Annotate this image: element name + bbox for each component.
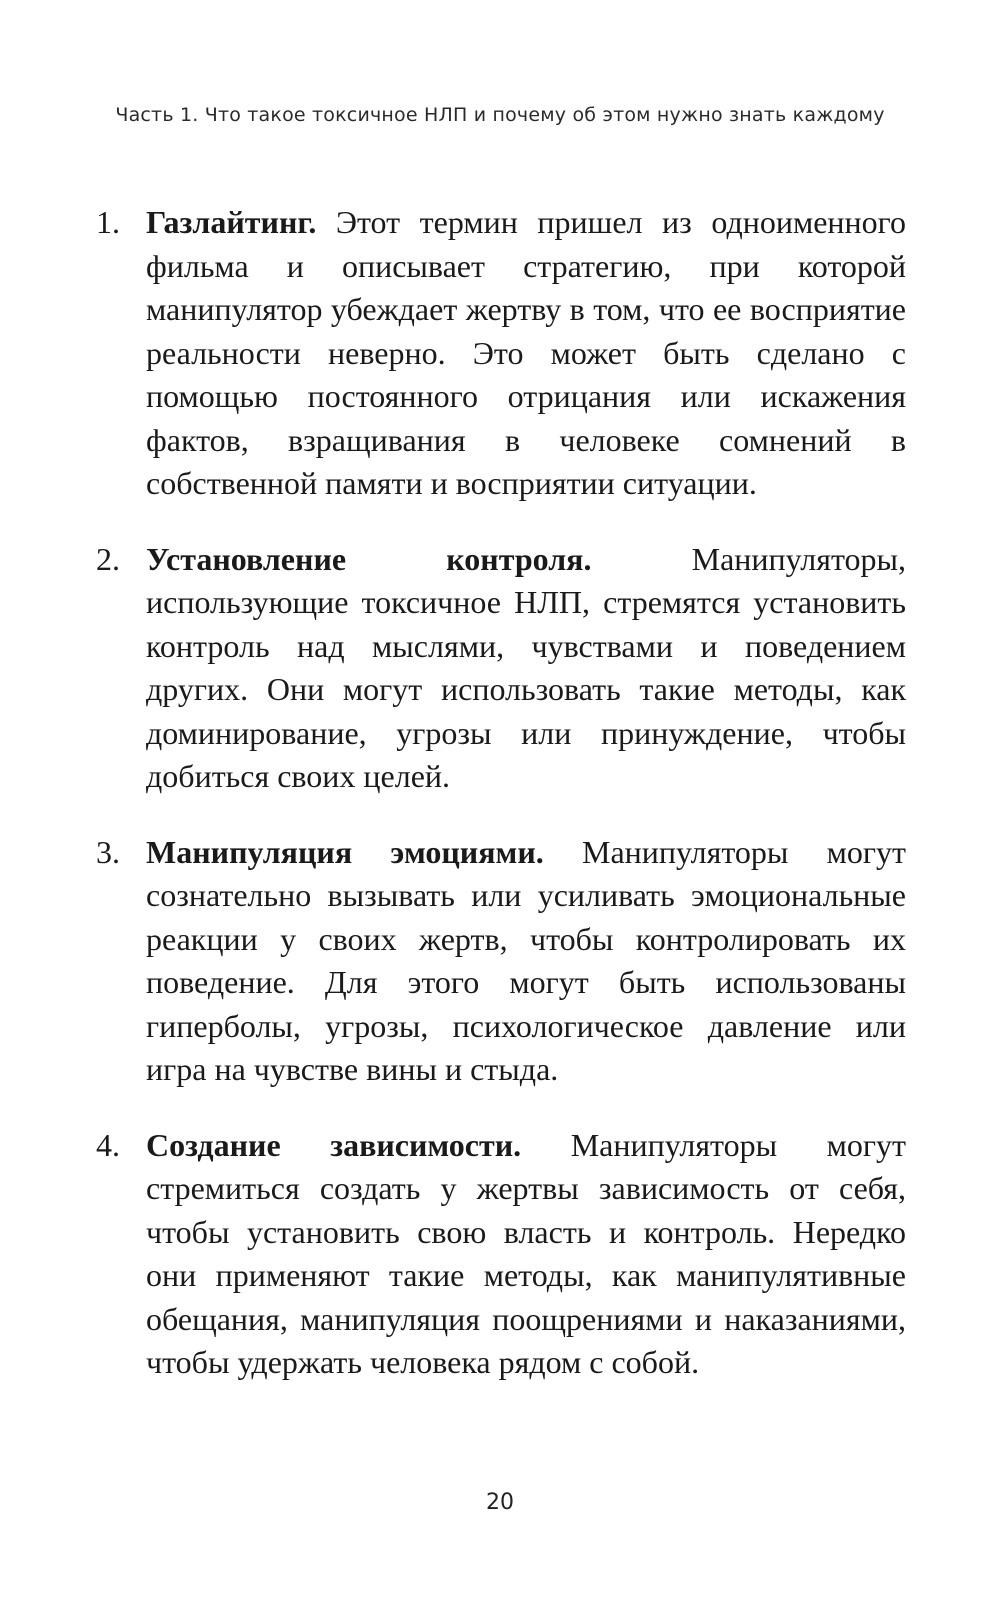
list-item-text: Манипуляторы, использующие токсичное НЛП, стремятся установить контроль над мыслями, чувствами и поведением других. Они могут использовать такие методы, как доминирование, угрозы или принуждение, чтобы добиться своих целей. <box>146 540 906 794</box>
list-item-term: Газлайтинг. <box>146 204 317 240</box>
list-item-number: 2. <box>96 540 120 577</box>
list-item <box>96 201 906 506</box>
list-item-text: Манипуляторы могут сознательно вызывать или усиливать эмоциональные реакции у своих жертв, чтобы контролировать их поведение. Для этого могут быть использованы гиперболы, угрозы, психологическое давление или игра на чувстве вины и стыда. <box>146 833 906 1087</box>
list-item-number: 3. <box>96 833 120 870</box>
running-header: Часть 1. Что такое токсичное НЛП и почему об этом нужно знать каждому <box>115 104 885 126</box>
list-item-term: Установление контроля. <box>146 540 592 577</box>
list-item-text: Манипуляторы могут стремиться создать у жертвы зависимость от себя, чтобы установить свою власть и контроль. Нередко они применяют такие методы, как манипулятивные обещания, манипуляция поощрениями и наказаниями, чтобы удержать человека рядом с собой. <box>146 1126 907 1380</box>
list-item-text: Этот термин пришел из одноименного фильма и описывает стратегию, при которой манипулятор убеждает жертву в том, что ее восприятие реальности неверно. Это может быть сделано с помощью постоянного отрицания или искажения фактов, взращивания в человеке сомнений в собственной памяти и восприятии ситуации. <box>146 204 906 501</box>
list-item-term: Манипуляция эмоциями. <box>146 833 544 870</box>
list-item <box>96 538 906 799</box>
page-number: 20 <box>486 1490 514 1515</box>
list-item <box>96 1124 906 1385</box>
list-item-term: Создание зависимости. <box>146 1126 522 1163</box>
list-item-number: 4. <box>96 1126 120 1163</box>
list-item <box>96 831 906 1092</box>
numbered-list <box>96 201 906 1417</box>
list-item-number: 1. <box>96 204 120 240</box>
